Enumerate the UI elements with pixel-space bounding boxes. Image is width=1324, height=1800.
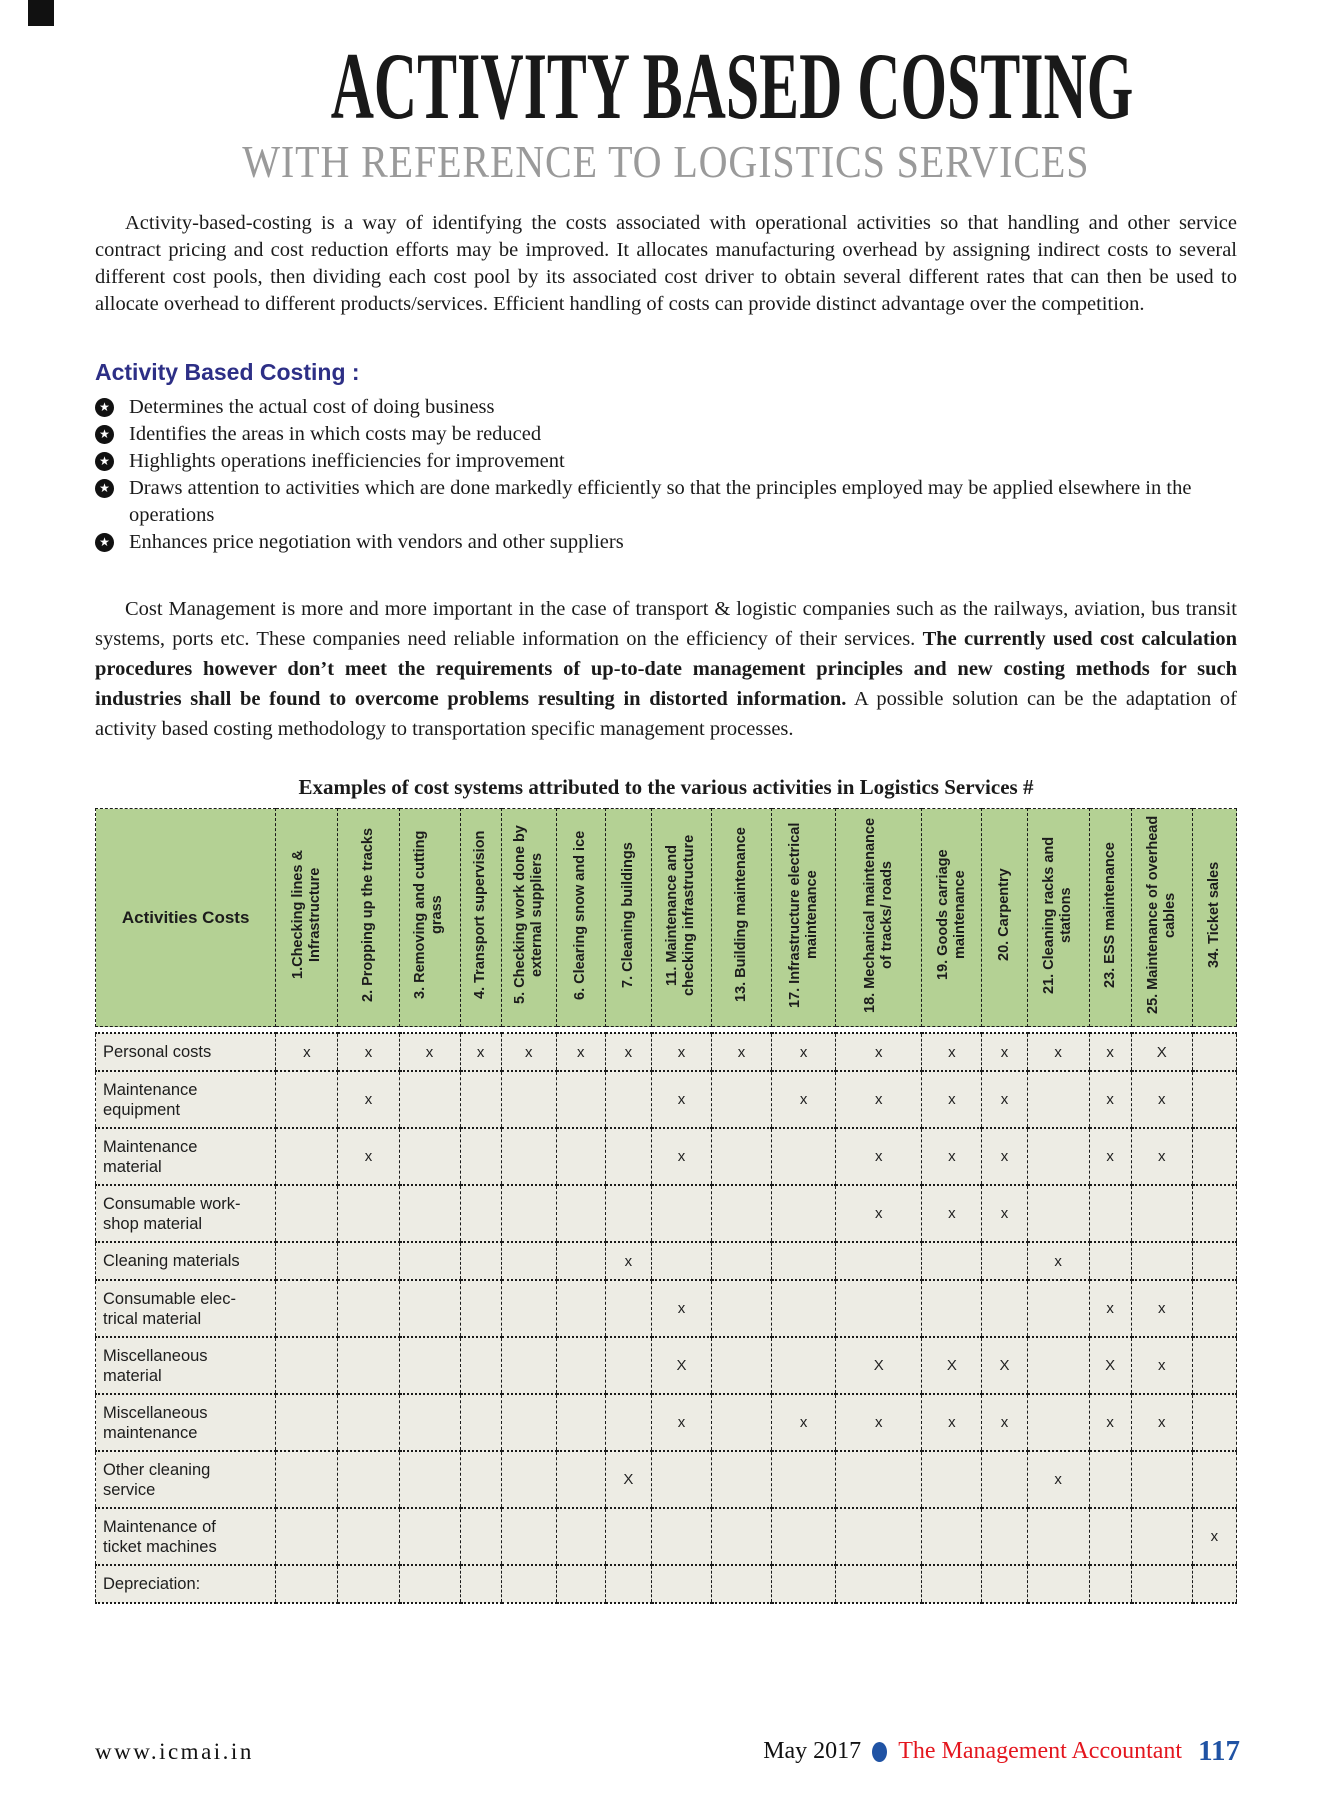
mark-cell: x: [501, 1033, 556, 1071]
row-label: Other cleaning service: [96, 1451, 276, 1508]
footer: [95, 1735, 1240, 1768]
mark-cell: [338, 1565, 399, 1603]
mark-cell: [605, 1394, 651, 1451]
mark-cell: X: [922, 1337, 982, 1394]
mark-cell: [922, 1565, 982, 1603]
mark-cell: [556, 1565, 605, 1603]
mark-cell: [1027, 1508, 1089, 1565]
mark-cell: [605, 1071, 651, 1128]
mark-cell: [982, 1508, 1027, 1565]
header-cell: [276, 809, 338, 1027]
mark-cell: [460, 1451, 501, 1508]
header-cell: [460, 809, 501, 1027]
header-cell-label: 1.Checking lines & Infrastructure: [289, 850, 323, 980]
mark-cell: [1089, 1451, 1131, 1508]
mark-cell: X: [982, 1337, 1027, 1394]
mark-cell: [836, 1242, 922, 1280]
mark-cell: [556, 1394, 605, 1451]
mark-cell: [460, 1071, 501, 1128]
mark-cell: x: [1089, 1033, 1131, 1071]
mark-cell: [501, 1337, 556, 1394]
intro-paragraph: Activity-based-costing is a way of identifying the costs associated with operational activities so that handling and other service contract pricing and cost reduction efforts may be improved. It allocates manufacturing overhead by assigning indirect costs to several different cost pools, then dividing each cost pool by its associated cost driver to obtain several different rates that can then be used to allocate overhead to different products/services. Efficient handling of costs can provide distinct advantage over the competition.: [95, 212, 1237, 315]
mark-cell: [605, 1280, 651, 1337]
mark-cell: [460, 1565, 501, 1603]
mark-cell: x: [836, 1185, 922, 1242]
mark-cell: [1089, 1185, 1131, 1242]
mark-cell: [922, 1508, 982, 1565]
mark-cell: [605, 1508, 651, 1565]
mark-cell: x: [1131, 1394, 1192, 1451]
header-cell-label: 23. ESS maintenance: [1101, 842, 1118, 988]
mark-cell: x: [605, 1033, 651, 1071]
mark-cell: x: [651, 1128, 711, 1185]
table-row: [96, 1033, 1237, 1071]
mark-cell: [712, 1071, 772, 1128]
bullet-text: Draws attention to activities which are done markedly efficiently so that the principles employed may be applied elsewhere in the operations: [129, 477, 1192, 526]
mark-cell: [982, 1565, 1027, 1603]
header-cell-label: 20. Carpentry: [995, 868, 1012, 962]
mark-cell: [1131, 1451, 1192, 1508]
mark-cell: x: [982, 1394, 1027, 1451]
mark-cell: [651, 1242, 711, 1280]
mark-cell: [1192, 1242, 1236, 1280]
header-cell: [556, 809, 605, 1027]
mark-cell: [556, 1071, 605, 1128]
mark-cell: [399, 1508, 460, 1565]
mark-cell: [556, 1337, 605, 1394]
mark-cell: x: [922, 1185, 982, 1242]
mark-cell: x: [651, 1394, 711, 1451]
mark-cell: [651, 1508, 711, 1565]
header-cell: [651, 809, 711, 1027]
mark-cell: [712, 1128, 772, 1185]
star-circle-icon: ★: [95, 425, 114, 444]
mark-cell: [338, 1337, 399, 1394]
title-block: [95, 33, 1237, 188]
header-cell: [1089, 809, 1131, 1027]
mark-cell: [1027, 1071, 1089, 1128]
mark-cell: x: [556, 1033, 605, 1071]
mark-cell: x: [922, 1128, 982, 1185]
row-label: Personal costs: [96, 1033, 276, 1071]
mark-cell: [556, 1128, 605, 1185]
header-cell-label: 13. Building maintenance: [732, 827, 749, 1003]
mark-cell: [399, 1071, 460, 1128]
mark-cell: [460, 1185, 501, 1242]
corner-label: Activities Costs: [121, 907, 250, 927]
mark-cell: [712, 1394, 772, 1451]
mark-cell: [651, 1565, 711, 1603]
mark-cell: [712, 1185, 772, 1242]
mark-cell: x: [772, 1071, 836, 1128]
footer-page-number: 117: [1198, 1735, 1240, 1767]
mark-cell: [338, 1508, 399, 1565]
mark-cell: [338, 1394, 399, 1451]
header-cell: [922, 809, 982, 1027]
header-cell: [399, 809, 460, 1027]
header-cell-label: 3. Removing and cutting grass: [412, 830, 446, 1000]
paragraph-text: A possible solution can be the adaptation of activity based costing methodology to transportation specific management processes.: [95, 688, 1237, 740]
mark-cell: [501, 1508, 556, 1565]
mark-cell: [501, 1565, 556, 1603]
cost-table-header: [95, 808, 1237, 1027]
row-label: Maintenance equipment: [96, 1071, 276, 1128]
corner-cell: [96, 809, 276, 1027]
row-label: Miscellaneous material: [96, 1337, 276, 1394]
header-cell: [1131, 809, 1192, 1027]
mark-cell: x: [338, 1128, 399, 1185]
mark-cell: [1027, 1185, 1089, 1242]
mark-cell: X: [605, 1451, 651, 1508]
mark-cell: [772, 1508, 836, 1565]
mark-cell: [651, 1451, 711, 1508]
footer-date: May 2017: [763, 1738, 862, 1764]
mark-cell: [460, 1128, 501, 1185]
mark-cell: [651, 1185, 711, 1242]
mark-cell: [501, 1451, 556, 1508]
mark-cell: [1131, 1242, 1192, 1280]
mark-cell: x: [651, 1033, 711, 1071]
footer-publication: The Management Accountant: [898, 1738, 1183, 1764]
mark-cell: x: [1131, 1128, 1192, 1185]
mark-cell: [1027, 1394, 1089, 1451]
mark-cell: [399, 1128, 460, 1185]
mark-cell: x: [836, 1394, 922, 1451]
star-circle-icon: ★: [95, 533, 114, 552]
bullet-item: [95, 475, 1237, 529]
mark-cell: x: [1089, 1280, 1131, 1337]
header-cell-label: 18. Mechanical maintenance of tracks/ roads: [861, 817, 895, 1013]
mark-cell: x: [651, 1071, 711, 1128]
mark-cell: x: [338, 1033, 399, 1071]
mark-cell: [399, 1185, 460, 1242]
mark-cell: X: [1089, 1337, 1131, 1394]
header-cell-label: 5. Checking work done by external suppliers: [511, 825, 545, 1005]
mark-cell: x: [922, 1394, 982, 1451]
mark-cell: [712, 1337, 772, 1394]
mark-cell: [460, 1337, 501, 1394]
mark-cell: [399, 1337, 460, 1394]
mark-cell: x: [982, 1033, 1027, 1071]
mark-cell: [501, 1185, 556, 1242]
mark-cell: [276, 1242, 338, 1280]
mark-cell: [276, 1071, 338, 1128]
mark-cell: [1027, 1565, 1089, 1603]
header-cell-label: 25. Maintenance of overhead cables: [1144, 815, 1178, 1015]
table-row: [96, 1071, 1237, 1128]
cost-table: [95, 808, 1237, 1604]
table-row: [96, 1242, 1237, 1280]
header-cell-label: 11. Maintenance and checking infrastructure: [664, 834, 698, 996]
star-circle-icon: ★: [95, 452, 114, 471]
table-row: [96, 1508, 1237, 1565]
row-label: Consumable elec-trical material: [96, 1280, 276, 1337]
mark-cell: [1192, 1565, 1236, 1603]
mark-cell: [1131, 1185, 1192, 1242]
mark-cell: [605, 1565, 651, 1603]
header-cell-label: 4. Transport supervision: [472, 830, 489, 1000]
row-label: Consumable work-shop material: [96, 1185, 276, 1242]
bullet-item: [95, 448, 1237, 475]
mark-cell: x: [1027, 1451, 1089, 1508]
table-row: [96, 1337, 1237, 1394]
body-paragraph: [95, 594, 1237, 744]
corner-mark: [28, 0, 54, 26]
mark-cell: x: [836, 1071, 922, 1128]
bullet-text: Highlights operations inefficiencies for improvement: [129, 450, 565, 472]
mark-cell: [1027, 1280, 1089, 1337]
mark-cell: [1192, 1280, 1236, 1337]
bullet-item: [95, 394, 1237, 421]
star-circle-icon: ★: [95, 479, 114, 498]
table-title: Examples of cost systems attributed to the various activities in Logistics Services #: [298, 775, 1034, 799]
mark-cell: [772, 1565, 836, 1603]
mark-cell: [501, 1242, 556, 1280]
mark-cell: x: [836, 1128, 922, 1185]
footer-right-group: [763, 1735, 1240, 1768]
mark-cell: [836, 1565, 922, 1603]
header-cell: [605, 809, 651, 1027]
mark-cell: [922, 1280, 982, 1337]
mark-cell: [460, 1242, 501, 1280]
row-label: Maintenance material: [96, 1128, 276, 1185]
mark-cell: x: [399, 1033, 460, 1071]
mark-cell: [772, 1280, 836, 1337]
mark-cell: [772, 1242, 836, 1280]
cost-table-body: [95, 1032, 1237, 1604]
mark-cell: [399, 1394, 460, 1451]
header-cell: [712, 809, 772, 1027]
mark-cell: x: [982, 1128, 1027, 1185]
header-cell-label: 21. Cleaning racks and stations: [1040, 836, 1075, 994]
mark-cell: [1027, 1337, 1089, 1394]
paragraph-bold-text: The currently used cost calculation procedures however don’t meet the requirements of up-to-date management principles and new costing methods for such industries shall be found to overcome problems resulting in distorted information.: [95, 628, 1237, 710]
mark-cell: [1089, 1565, 1131, 1603]
table-row: [96, 1394, 1237, 1451]
mark-cell: [556, 1280, 605, 1337]
mark-cell: x: [651, 1280, 711, 1337]
mark-cell: x: [982, 1071, 1027, 1128]
footer-website: www.icmai.in: [95, 1738, 254, 1764]
bullet-item: [95, 421, 1237, 448]
mark-cell: [605, 1185, 651, 1242]
mark-cell: [982, 1242, 1027, 1280]
mark-cell: [399, 1451, 460, 1508]
bullet-text: Enhances price negotiation with vendors and other suppliers: [129, 531, 624, 553]
mark-cell: [982, 1451, 1027, 1508]
mark-cell: [712, 1242, 772, 1280]
mark-cell: x: [712, 1033, 772, 1071]
mark-cell: [712, 1280, 772, 1337]
mark-cell: x: [982, 1185, 1027, 1242]
mark-cell: [276, 1565, 338, 1603]
mark-cell: [460, 1508, 501, 1565]
star-circle-icon: ★: [95, 398, 114, 417]
paragraph-text: Cost Management is more and more important in the case of transport & logistic companies such as the railways, aviation, bus transit systems, ports etc. These companies need reliable information on the efficiency of their services.: [95, 598, 1237, 650]
mark-cell: [1089, 1508, 1131, 1565]
header-cell-label: 2. Propping up the tracks: [359, 827, 376, 1003]
mark-cell: [399, 1565, 460, 1603]
mark-cell: x: [772, 1394, 836, 1451]
mark-cell: x: [1131, 1280, 1192, 1337]
mark-cell: [338, 1280, 399, 1337]
bullet-text: Identifies the areas in which costs may be reduced: [129, 423, 542, 445]
header-cell: [1192, 809, 1236, 1027]
mark-cell: [276, 1185, 338, 1242]
header-cell-label: 19. Goods carriage maintenance: [934, 849, 968, 981]
mark-cell: [1192, 1071, 1236, 1128]
mark-cell: [712, 1451, 772, 1508]
mark-cell: [922, 1451, 982, 1508]
mark-cell: [556, 1451, 605, 1508]
table-row: [96, 1128, 1237, 1185]
mark-cell: x: [1089, 1071, 1131, 1128]
mark-cell: [501, 1394, 556, 1451]
mark-cell: [712, 1565, 772, 1603]
mark-cell: [836, 1508, 922, 1565]
mark-cell: [338, 1242, 399, 1280]
header-cell: [501, 809, 556, 1027]
mark-cell: X: [836, 1337, 922, 1394]
mark-cell: [399, 1280, 460, 1337]
mark-cell: [1089, 1242, 1131, 1280]
mark-cell: [1027, 1128, 1089, 1185]
mark-cell: [1192, 1451, 1236, 1508]
header-cell-label: 6. Clearing snow and ice: [572, 830, 589, 1000]
mark-cell: [556, 1508, 605, 1565]
mark-cell: [772, 1128, 836, 1185]
header-cell: [1027, 809, 1089, 1027]
ellipse-bullet-icon: [872, 1742, 887, 1762]
mark-cell: [982, 1280, 1027, 1337]
mark-cell: [338, 1185, 399, 1242]
mark-cell: [836, 1451, 922, 1508]
mark-cell: x: [1192, 1508, 1236, 1565]
table-row: [96, 1565, 1237, 1603]
mark-cell: [1131, 1565, 1192, 1603]
mark-cell: [1192, 1128, 1236, 1185]
mark-cell: x: [922, 1071, 982, 1128]
mark-cell: [712, 1508, 772, 1565]
mark-cell: [772, 1451, 836, 1508]
mark-cell: [605, 1128, 651, 1185]
mark-cell: [1192, 1033, 1236, 1071]
header-cell-label: 7. Cleaning buildings: [619, 842, 636, 988]
mark-cell: x: [836, 1033, 922, 1071]
mark-cell: [772, 1337, 836, 1394]
header-cell: [982, 809, 1027, 1027]
bullet-item: [95, 529, 1237, 556]
mark-cell: x: [605, 1242, 651, 1280]
mark-cell: [276, 1280, 338, 1337]
mark-cell: [276, 1394, 338, 1451]
mark-cell: x: [1027, 1033, 1089, 1071]
mark-cell: x: [1027, 1242, 1089, 1280]
mark-cell: [276, 1508, 338, 1565]
page-title: ACTIVITY BASED COSTING: [330, 33, 1134, 139]
mark-cell: x: [922, 1033, 982, 1071]
mark-cell: [399, 1242, 460, 1280]
mark-cell: [556, 1185, 605, 1242]
mark-cell: [1131, 1508, 1192, 1565]
table-row: [96, 1185, 1237, 1242]
mark-cell: x: [772, 1033, 836, 1071]
mark-cell: x: [1089, 1128, 1131, 1185]
mark-cell: [501, 1280, 556, 1337]
row-label: Depreciation:: [96, 1565, 276, 1603]
row-label: Maintenance of ticket machines: [96, 1508, 276, 1565]
mark-cell: x: [276, 1033, 338, 1071]
bullet-text: Determines the actual cost of doing business: [129, 396, 495, 418]
mark-cell: [1192, 1394, 1236, 1451]
mark-cell: x: [460, 1033, 501, 1071]
header-cell: [836, 809, 922, 1027]
mark-cell: [1192, 1185, 1236, 1242]
mark-cell: X: [1131, 1033, 1192, 1071]
header-cell-label: 17. Infrastructure electrical maintenance: [786, 822, 820, 1008]
mark-cell: [1192, 1337, 1236, 1394]
mark-cell: [501, 1071, 556, 1128]
mark-cell: [276, 1128, 338, 1185]
mark-cell: [460, 1394, 501, 1451]
mark-cell: x: [338, 1071, 399, 1128]
mark-cell: [605, 1337, 651, 1394]
header-cell-label: 34. Ticket sales: [1205, 861, 1222, 969]
page-subtitle: WITH REFERENCE TO LOGISTICS SERVICES: [242, 136, 1090, 187]
mark-cell: x: [1131, 1071, 1192, 1128]
table-row: [96, 1451, 1237, 1508]
mark-cell: [338, 1451, 399, 1508]
header-cell: [772, 809, 836, 1027]
mark-cell: x: [1131, 1337, 1192, 1394]
mark-cell: [556, 1242, 605, 1280]
table-row: [96, 1280, 1237, 1337]
row-label: Cleaning materials: [96, 1242, 276, 1280]
mark-cell: [501, 1128, 556, 1185]
mark-cell: [460, 1280, 501, 1337]
mark-cell: [276, 1337, 338, 1394]
bullet-list: [95, 394, 1237, 556]
mark-cell: [836, 1280, 922, 1337]
mark-cell: X: [651, 1337, 711, 1394]
mark-cell: [772, 1185, 836, 1242]
header-cell: [338, 809, 399, 1027]
section-heading: Activity Based Costing :: [95, 359, 360, 385]
mark-cell: x: [1089, 1394, 1131, 1451]
row-label: Miscellaneous maintenance: [96, 1394, 276, 1451]
mark-cell: [276, 1451, 338, 1508]
mark-cell: [922, 1242, 982, 1280]
